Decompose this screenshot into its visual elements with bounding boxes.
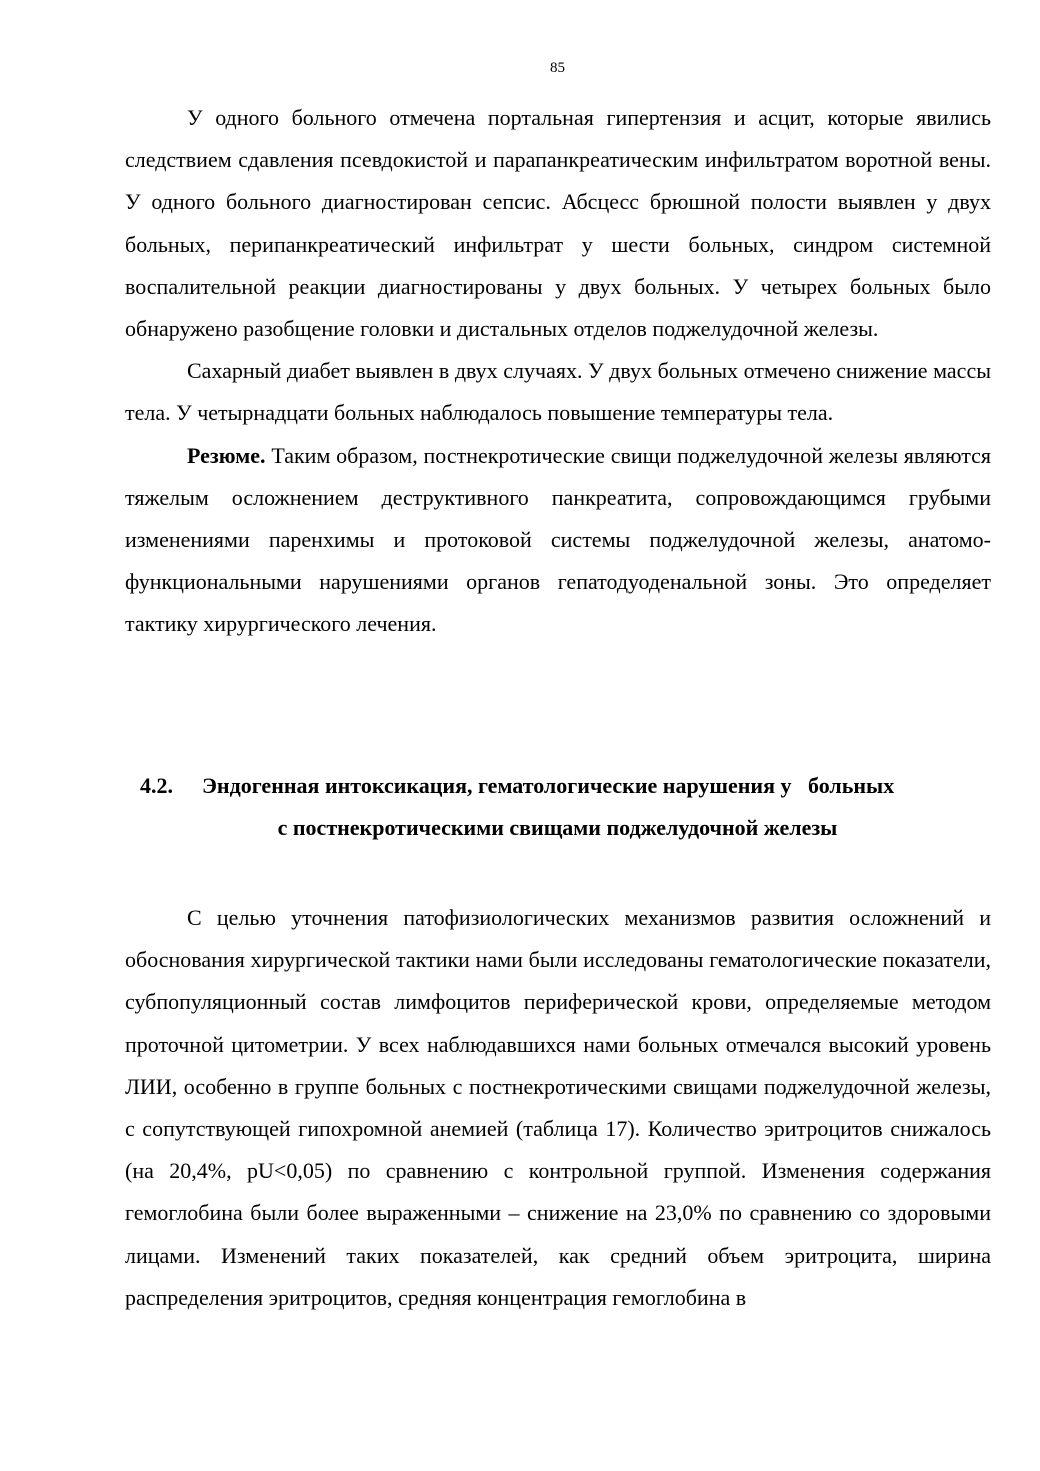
paragraph: У одного больного отмечена портальная гипертензия и асцит, которые явились следствием сдавления псевдокистой и парапанкреатическим инфильтратом воротной вены. У одного больного диагностирован сепсис. Абсцесс брюшной полости выявлен у двух больных, перипанкреатический инфильтрат у шести больных, синдром системной воспалительной реакции диагностированы у двух больных. У четырех больных было обнаружено разобщение головки и дистальных отделов поджелудочной железы.	[125, 105, 991, 342]
summary-lead: Резюме.	[187, 442, 266, 468]
paragraph: Сахарный диабет выявлен в двух случаях. У двух больных отмечено снижение массы тела. У четырнадцати больных наблюдалось повышение температуры тела.	[125, 358, 991, 426]
summary-text: Таким образом, постнекротические свищи поджелудочной железы являются тяжелым осложнением деструктивного панкреатита, сопровождающимся грубыми изменениями паренхимы и протоковой системы поджелудочной железы, анатомо-функциональными нарушениями органов гепатодуоденальной зоны. Это определяет тактику хирургического лечения.	[125, 442, 991, 637]
body-text-bottom	[125, 897, 991, 1319]
page-number: 85	[550, 60, 565, 76]
section-heading	[140, 773, 894, 799]
section-number: 4.2.	[140, 773, 173, 798]
summary-paragraph	[125, 435, 991, 646]
paragraph: С целью уточнения патофизиологических механизмов развития осложнений и обоснования хирургической тактики нами были исследованы гематологические показатели, субпопуляционный состав лимфоцитов периферической крови, определяемые методом проточной цитометрии. У всех наблюдавшихся нами больных отмечался высокий уровень ЛИИ, особенно в группе больных с постнекротическими свищами поджелудочной железы, с сопутствующей гипохромной анемией (таблица 17). Количество эритроцитов снижалось (на 20,4%, pU<0,05) по сравнению с контрольной группой. Изменения содержания гемоглобина были более выраженными – снижение на 23,0% по сравнению со здоровыми лицами. Изменений таких показателей, как средний объем эритроцита, ширина распределения эритроцитов, средняя концентрация гемоглобина в	[125, 905, 991, 1310]
body-text-top	[125, 97, 991, 646]
section-title-line2: с постнекротическими свищами поджелудочной железы	[277, 815, 838, 840]
section-title-line1: Эндогенная интоксикация, гематологические нарушения у больных	[202, 773, 895, 798]
